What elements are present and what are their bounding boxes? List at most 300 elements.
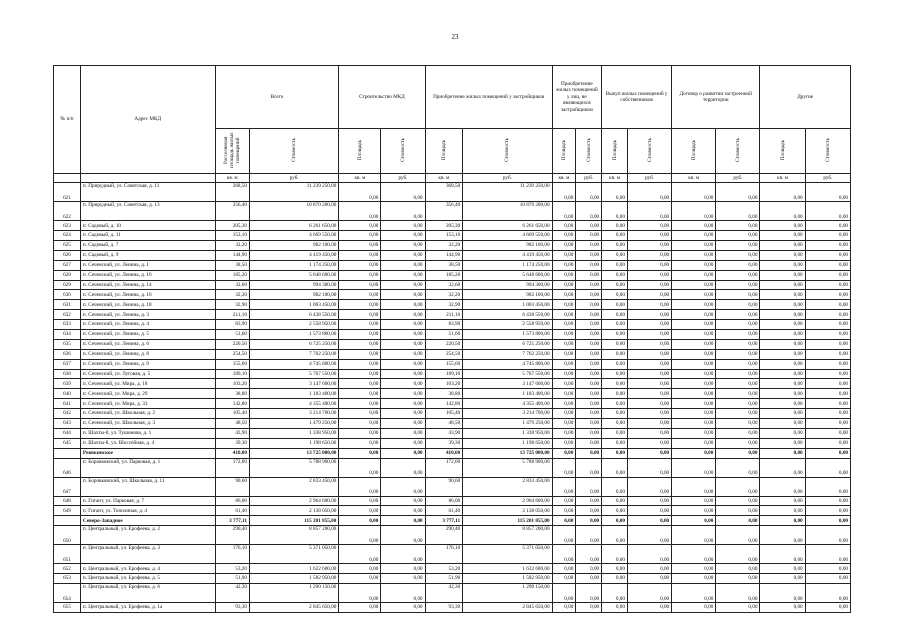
cell-buyout-area: 0,00: [602, 202, 628, 221]
cell-buyout-area: 0,00: [602, 359, 628, 369]
cell-construction-cost: 0,00: [381, 526, 425, 545]
table-row: [54, 399, 851, 409]
cell-nondev-area: 0,00: [552, 428, 576, 438]
cell-nondev-area: 0,00: [552, 399, 576, 409]
table-row: [54, 506, 851, 516]
cell-developer-area: 93,30: [425, 603, 463, 613]
cell-other-area: 0,00: [760, 231, 805, 241]
cell-total-area: 176,10: [215, 545, 249, 564]
cell-buyout-cost: 0,00: [627, 280, 671, 290]
cell-developer-cost: 6 725 250,00: [463, 339, 552, 349]
cell-devcontract-area: 0,00: [672, 564, 716, 574]
cell-developer-area: 38,50: [425, 260, 463, 270]
header-sub-area: Площадь: [779, 139, 786, 161]
cell-other-area: 0,00: [760, 260, 805, 270]
cell-devcontract-area: 0,00: [672, 477, 716, 496]
cell-developer-area: 42,30: [425, 584, 463, 603]
cell-developer-area: 290,40: [425, 526, 463, 545]
cell-buyout-cost: 0,00: [627, 240, 671, 250]
cell-num: 653: [54, 574, 81, 584]
cell-devcontract-cost: 0,00: [716, 506, 760, 516]
cell-num: 651: [54, 545, 81, 564]
cell-nondev-cost: 0,00: [576, 221, 602, 231]
header-sub-cost: Стоимость: [734, 138, 741, 162]
cell-buyout-cost: 0,00: [627, 290, 671, 300]
cell-other-cost: 0,00: [805, 603, 850, 613]
cell-construction-cost: 0,00: [381, 389, 425, 399]
unit-rub: руб.: [805, 174, 850, 183]
cell-address: Ревякинское: [80, 448, 215, 458]
cell-nondev-area: 0,00: [552, 202, 576, 221]
cell-buyout-area: 0,00: [602, 183, 628, 202]
cell-other-area: 0,00: [760, 250, 805, 260]
cell-construction-area: 0,00: [339, 330, 381, 340]
cell-nondev-area: 0,00: [552, 458, 576, 477]
cell-developer-area: 155,60: [425, 359, 463, 369]
cell-developer-cost: 3 147 600,00: [463, 379, 552, 389]
cell-other-cost: 0,00: [805, 250, 850, 260]
cell-buyout-area: 0,00: [602, 379, 628, 389]
cell-devcontract-area: 0,00: [672, 240, 716, 250]
table-row: [54, 260, 851, 270]
cell-nondev-cost: 0,00: [576, 379, 602, 389]
cell-num: 648: [54, 496, 81, 506]
table-row: [54, 310, 851, 320]
unit-rub: руб.: [716, 174, 760, 183]
cell-construction-cost: 0,00: [381, 349, 425, 359]
cell-other-cost: 0,00: [805, 221, 850, 231]
cell-address: п. Прирудный, ул. Советская, д. 13: [80, 202, 215, 221]
cell-developer-area: 32,90: [425, 300, 463, 310]
cell-developer-area: 39,30: [425, 438, 463, 448]
cell-construction-area: 0,00: [339, 202, 381, 221]
cell-other-area: 0,00: [760, 339, 805, 349]
cell-construction-cost: 0,00: [381, 280, 425, 290]
cell-nondev-cost: 0,00: [576, 458, 602, 477]
cell-construction-cost: 0,00: [381, 221, 425, 231]
unit-area: кв. м: [672, 174, 716, 183]
cell-num: 627: [54, 260, 81, 270]
cell-construction-cost: 0,00: [381, 260, 425, 270]
cell-total-area: 172,00: [215, 458, 249, 477]
cell-other-cost: 0,00: [805, 231, 850, 241]
cell-num: 641: [54, 399, 81, 409]
cell-developer-area: 176,10: [425, 545, 463, 564]
cell-construction-area: 0,00: [339, 516, 381, 526]
cell-construction-cost: 0,00: [381, 545, 425, 564]
cell-developer-cost: 5 767 550,00: [463, 369, 552, 379]
cell-total-cost: 3 147 600,00: [249, 379, 338, 389]
cell-num: 628: [54, 270, 81, 280]
cell-total-cost: 3 214 700,00: [249, 409, 338, 419]
cell-nondev-cost: 0,00: [576, 339, 602, 349]
cell-total-cost: 1 174 250,00: [249, 260, 338, 270]
cell-address: п. Центральный, ул. Ерофеева, д. 2: [80, 526, 215, 545]
cell-buyout-cost: 0,00: [627, 270, 671, 280]
cell-buyout-cost: 0,00: [627, 389, 671, 399]
header-address: Адрес МКД: [80, 66, 215, 174]
cell-other-area: 0,00: [760, 349, 805, 359]
cell-buyout-cost: 0,00: [627, 526, 671, 545]
cell-devcontract-cost: 0,00: [716, 260, 760, 270]
table-row: [54, 369, 851, 379]
cell-other-cost: 0,00: [805, 369, 850, 379]
cell-total-area: 53,20: [215, 564, 249, 574]
cell-nondev-cost: 0,00: [576, 359, 602, 369]
cell-devcontract-cost: 0,00: [716, 584, 760, 603]
cell-total-area: 356,40: [215, 202, 249, 221]
cell-total-cost: 13 725 000,00: [249, 448, 338, 458]
cell-construction-area: 0,00: [339, 389, 381, 399]
cell-construction-area: 0,00: [339, 290, 381, 300]
header-sub-area: Площадь: [611, 139, 618, 161]
cell-other-cost: 0,00: [805, 506, 850, 516]
cell-nondev-cost: 0,00: [576, 506, 602, 516]
cell-construction-cost: 0,00: [381, 240, 425, 250]
cell-construction-area: 0,00: [339, 369, 381, 379]
cell-developer-area: 254,50: [425, 349, 463, 359]
cell-devcontract-area: 0,00: [672, 419, 716, 429]
cell-other-cost: 0,00: [805, 428, 850, 438]
cell-other-area: 0,00: [760, 310, 805, 320]
cell-other-cost: 0,00: [805, 516, 850, 526]
table-row: [54, 428, 851, 438]
header-sub-cost: Стоимость: [824, 138, 831, 162]
cell-construction-cost: 0,00: [381, 379, 425, 389]
cell-num: 623: [54, 221, 81, 231]
cell-address: п. Сеченский, ул. Мира, д. 33: [80, 399, 215, 409]
cell-construction-cost: 0,00: [381, 564, 425, 574]
cell-construction-area: 0,00: [339, 183, 381, 202]
header-group-total: Всего: [215, 66, 339, 129]
cell-address: п. Центральный, ул. Ерофеева, д. 1а: [80, 603, 215, 613]
cell-buyout-cost: 0,00: [627, 438, 671, 448]
cell-other-area: 0,00: [760, 506, 805, 516]
cell-construction-cost: 0,00: [381, 438, 425, 448]
cell-developer-cost: 10 870 200,00: [463, 202, 552, 221]
cell-developer-area: 32,20: [425, 240, 463, 250]
cell-other-area: 0,00: [760, 290, 805, 300]
cell-construction-area: 0,00: [339, 458, 381, 477]
cell-nondev-area: 0,00: [552, 564, 576, 574]
cell-other-area: 0,00: [760, 584, 805, 603]
cell-buyout-area: 0,00: [602, 320, 628, 330]
cell-devcontract-cost: 0,00: [716, 379, 760, 389]
cell-other-area: 0,00: [760, 564, 805, 574]
cell-address: п. Прирудный, ул. Советская, д. 11: [80, 183, 215, 202]
cell-buyout-cost: 0,00: [627, 300, 671, 310]
cell-total-cost: 8 857 200,00: [249, 526, 338, 545]
cell-buyout-cost: 0,00: [627, 545, 671, 564]
cell-devcontract-cost: 0,00: [716, 448, 760, 458]
table-row: [54, 330, 851, 340]
cell-developer-area: 205,30: [425, 221, 463, 231]
cell-total-cost: 1 338 950,00: [249, 428, 338, 438]
cell-construction-area: 0,00: [339, 545, 381, 564]
cell-devcontract-cost: 0,00: [716, 290, 760, 300]
cell-devcontract-cost: 0,00: [716, 526, 760, 545]
cell-construction-cost: 0,00: [381, 300, 425, 310]
cell-nondev-area: 0,00: [552, 250, 576, 260]
cell-developer-area: 153,10: [425, 231, 463, 241]
cell-other-cost: 0,00: [805, 574, 850, 584]
cell-devcontract-cost: 0,00: [716, 574, 760, 584]
cell-buyout-area: 0,00: [602, 584, 628, 603]
cell-other-cost: 0,00: [805, 399, 850, 409]
cell-nondev-area: 0,00: [552, 496, 576, 506]
cell-developer-area: 32,60: [425, 280, 463, 290]
cell-total-cost: 5 371 050,00: [249, 545, 338, 564]
cell-address: Северо-Западное: [80, 516, 215, 526]
cell-devcontract-cost: 0,00: [716, 320, 760, 330]
table-row: [54, 231, 851, 241]
cell-nondev-cost: 0,00: [576, 564, 602, 574]
cell-construction-cost: 0,00: [381, 330, 425, 340]
table-row: [54, 359, 851, 369]
cell-other-area: 0,00: [760, 526, 805, 545]
cell-devcontract-area: 0,00: [672, 202, 716, 221]
cell-other-cost: 0,00: [805, 310, 850, 320]
cell-devcontract-cost: 0,00: [716, 389, 760, 399]
cell-total-area: 32,60: [215, 280, 249, 290]
cell-construction-cost: 0,00: [381, 506, 425, 516]
cell-nondev-cost: 0,00: [576, 183, 602, 202]
cell-buyout-cost: 0,00: [627, 564, 671, 574]
cell-construction-area: 0,00: [339, 240, 381, 250]
cell-developer-area: 356,40: [425, 202, 463, 221]
cell-construction-area: 0,00: [339, 477, 381, 496]
cell-developer-cost: 1 198 650,00: [463, 438, 552, 448]
cell-buyout-cost: 0,00: [627, 359, 671, 369]
cell-buyout-cost: 0,00: [627, 231, 671, 241]
cell-devcontract-area: 0,00: [672, 399, 716, 409]
cell-devcontract-area: 0,00: [672, 584, 716, 603]
cell-developer-cost: 994 300,00: [463, 280, 552, 290]
cell-devcontract-area: 0,00: [672, 369, 716, 379]
cell-buyout-cost: 0,00: [627, 330, 671, 340]
cell-devcontract-cost: 0,00: [716, 330, 760, 340]
header-sub-area: Площадь: [356, 139, 363, 161]
cell-total-area: 142,80: [215, 399, 249, 409]
cell-buyout-cost: 0,00: [627, 349, 671, 359]
cell-construction-area: 0,00: [339, 448, 381, 458]
table-row: [54, 545, 851, 564]
cell-total-cost: 10 870 200,00: [249, 202, 338, 221]
cell-devcontract-area: 0,00: [672, 320, 716, 330]
cell-total-area: 90,60: [215, 477, 249, 496]
cell-devcontract-cost: 0,00: [716, 545, 760, 564]
cell-developer-area: 38,80: [425, 389, 463, 399]
cell-developer-cost: 8 857 200,00: [463, 526, 552, 545]
cell-total-cost: 1 622 600,00: [249, 564, 338, 574]
cell-developer-cost: 11 239 250,00: [463, 183, 552, 202]
cell-other-cost: 0,00: [805, 458, 850, 477]
cell-num: 650: [54, 526, 81, 545]
cell-other-cost: 0,00: [805, 409, 850, 419]
cell-developer-cost: 1 479 250,00: [463, 419, 552, 429]
cell-nondev-cost: 0,00: [576, 584, 602, 603]
cell-construction-cost: 0,00: [381, 603, 425, 613]
cell-num: 630: [54, 290, 81, 300]
cell-developer-area: 211,10: [425, 310, 463, 320]
cell-other-cost: 0,00: [805, 280, 850, 290]
cell-buyout-area: 0,00: [602, 409, 628, 419]
cell-devcontract-area: 0,00: [672, 300, 716, 310]
cell-nondev-cost: 0,00: [576, 280, 602, 290]
cell-nondev-cost: 0,00: [576, 419, 602, 429]
cell-devcontract-area: 0,00: [672, 389, 716, 399]
cell-devcontract-area: 0,00: [672, 574, 716, 584]
cell-construction-cost: 0,00: [381, 339, 425, 349]
cell-devcontract-area: 0,00: [672, 310, 716, 320]
cell-buyout-cost: 0,00: [627, 183, 671, 202]
cell-nondev-area: 0,00: [552, 280, 576, 290]
cell-devcontract-cost: 0,00: [716, 270, 760, 280]
cell-address: п. Сеченский, ул. Луговая, д. 5: [80, 369, 215, 379]
header-group-developer-purchase: Приобретение жилых помещений у застройщиков: [425, 66, 552, 129]
cell-buyout-area: 0,00: [602, 339, 628, 349]
subtotal-row: [54, 516, 851, 526]
cell-construction-cost: 0,00: [381, 574, 425, 584]
table-row: [54, 389, 851, 399]
cell-total-cost: 1 003 450,00: [249, 300, 338, 310]
cell-other-cost: 0,00: [805, 526, 850, 545]
cell-other-cost: 0,00: [805, 183, 850, 202]
cell-developer-cost: 2 833 450,00: [463, 477, 552, 496]
cell-other-area: 0,00: [760, 183, 805, 202]
cell-construction-area: 0,00: [339, 310, 381, 320]
header-sub-cost: Стоимость: [585, 138, 592, 162]
table-row: [54, 564, 851, 574]
cell-construction-cost: 0,00: [381, 399, 425, 409]
cell-buyout-area: 0,00: [602, 448, 628, 458]
cell-other-area: 0,00: [760, 477, 805, 496]
table-row: [54, 290, 851, 300]
cell-total-cost: 4 745 800,00: [249, 359, 338, 369]
cell-num: 636: [54, 349, 81, 359]
cell-buyout-cost: 0,00: [627, 496, 671, 506]
cell-devcontract-area: 0,00: [672, 183, 716, 202]
header-sub-area: Площадь: [690, 139, 697, 161]
unit-area: кв. м: [760, 174, 805, 183]
cell-total-cost: 1 479 250,00: [249, 419, 338, 429]
cell-other-cost: 0,00: [805, 564, 850, 574]
cell-developer-area: 103,20: [425, 379, 463, 389]
cell-buyout-area: 0,00: [602, 330, 628, 340]
cell-address: п. Сеченский, ул. Ленина, д. 4: [80, 320, 215, 330]
cell-total-area: 43,90: [215, 428, 249, 438]
cell-buyout-area: 0,00: [602, 603, 628, 613]
cell-other-cost: 0,00: [805, 260, 850, 270]
cell-other-cost: 0,00: [805, 270, 850, 280]
cell-num: 655: [54, 603, 81, 613]
cell-construction-area: 0,00: [339, 428, 381, 438]
unit-area: кв. м: [602, 174, 628, 183]
cell-total-cost: 6 438 550,00: [249, 310, 338, 320]
cell-other-area: 0,00: [760, 496, 805, 506]
cell-address: п. Садовый, д. 7: [80, 240, 215, 250]
cell-buyout-cost: 0,00: [627, 339, 671, 349]
cell-total-area: 93,30: [215, 603, 249, 613]
cell-nondev-area: 0,00: [552, 221, 576, 231]
header-sub-cost: Стоимость: [399, 138, 406, 162]
cell-developer-cost: 1 183 400,00: [463, 389, 552, 399]
cell-total-cost: 4 355 400,00: [249, 399, 338, 409]
cell-num: 633: [54, 320, 81, 330]
cell-developer-area: 368,50: [425, 183, 463, 202]
unit-area: кв. м: [339, 174, 381, 183]
cell-nondev-area: 0,00: [552, 574, 576, 584]
cell-total-cost: 982 100,00: [249, 290, 338, 300]
cell-buyout-area: 0,00: [602, 458, 628, 477]
cell-nondev-cost: 0,00: [576, 270, 602, 280]
cell-other-area: 0,00: [760, 221, 805, 231]
table-row: [54, 379, 851, 389]
cell-total-area: 144,90: [215, 250, 249, 260]
cell-buyout-area: 0,00: [602, 526, 628, 545]
cell-developer-area: 48,50: [425, 419, 463, 429]
cell-total-cost: 5 648 600,00: [249, 270, 338, 280]
cell-construction-cost: 0,00: [381, 290, 425, 300]
cell-construction-area: 0,00: [339, 379, 381, 389]
cell-buyout-area: 0,00: [602, 280, 628, 290]
cell-nondev-cost: 0,00: [576, 526, 602, 545]
cell-devcontract-cost: 0,00: [716, 300, 760, 310]
cell-construction-area: 0,00: [339, 506, 381, 516]
cell-other-cost: 0,00: [805, 290, 850, 300]
cell-developer-cost: 4 745 800,00: [463, 359, 552, 369]
cell-buyout-cost: 0,00: [627, 320, 671, 330]
cell-total-area: 48,50: [215, 419, 249, 429]
cell-total-cost: 1 290 150,00: [249, 584, 338, 603]
cell-other-area: 0,00: [760, 428, 805, 438]
cell-construction-area: 0,00: [339, 231, 381, 241]
cell-total-area: 51,60: [215, 330, 249, 340]
cell-num: 647: [54, 477, 81, 496]
cell-devcontract-cost: 0,00: [716, 438, 760, 448]
cell-total-cost: 4 419 450,00: [249, 250, 338, 260]
header-group-construction: Строительство МКД: [339, 66, 425, 129]
cell-address: п. Шахты-8, ул. Тушинова, д. 1: [80, 428, 215, 438]
cell-nondev-cost: 0,00: [576, 496, 602, 506]
cell-construction-cost: 0,00: [381, 496, 425, 506]
cell-nondev-area: 0,00: [552, 516, 576, 526]
cell-buyout-cost: 0,00: [627, 477, 671, 496]
cell-total-cost: 11 239 250,00: [249, 183, 338, 202]
cell-developer-area: 185,20: [425, 270, 463, 280]
page-number: 23: [451, 33, 459, 41]
cell-other-area: 0,00: [760, 330, 805, 340]
cell-num: 652: [54, 564, 81, 574]
cell-num: 621: [54, 183, 81, 202]
cell-developer-area: 144,90: [425, 250, 463, 260]
header-sub-cost: Стоимость: [646, 138, 653, 162]
cell-other-area: 0,00: [760, 240, 805, 250]
cell-nondev-cost: 0,00: [576, 448, 602, 458]
cell-other-area: 0,00: [760, 270, 805, 280]
cell-devcontract-area: 0,00: [672, 221, 716, 231]
cell-other-area: 0,00: [760, 409, 805, 419]
table-row: [54, 221, 851, 231]
cell-devcontract-cost: 0,00: [716, 240, 760, 250]
subtotal-row: [54, 448, 851, 458]
table-row: [54, 477, 851, 496]
cell-other-cost: 0,00: [805, 584, 850, 603]
cell-construction-area: 0,00: [339, 399, 381, 409]
header-unit-row: [54, 174, 851, 183]
cell-other-cost: 0,00: [805, 389, 850, 399]
cell-total-area: 220,50: [215, 339, 249, 349]
